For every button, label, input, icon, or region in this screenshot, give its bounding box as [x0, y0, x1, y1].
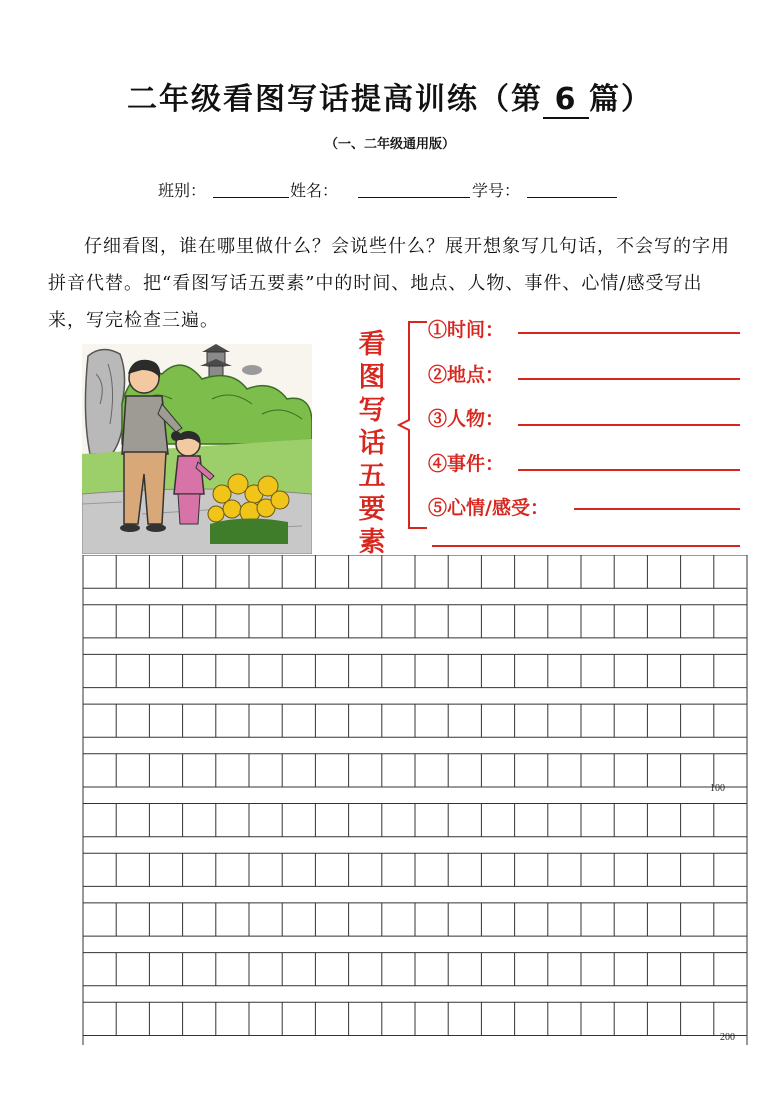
class-label: 班别： [158, 181, 207, 200]
element-event-line[interactable] [518, 469, 740, 471]
writing-grid[interactable] [82, 555, 752, 1049]
class-field[interactable] [213, 180, 289, 198]
five-elements-title: 看 图 写 话 五 要 素 [358, 329, 386, 558]
element-place-line[interactable] [518, 378, 740, 380]
title-suffix: 篇） [589, 82, 653, 117]
title-prefix: 二年级看图写话提高训练（第 [127, 82, 543, 117]
name-field[interactable] [358, 180, 470, 198]
id-label: 学号： [472, 181, 521, 200]
marker-100: 100 [710, 783, 725, 794]
element-feeling-label: ⑤心情/感受： [428, 497, 549, 519]
id-field[interactable] [527, 180, 617, 198]
element-event-label: ④事件： [428, 453, 505, 475]
page-title [0, 74, 780, 119]
element-time-line[interactable] [518, 332, 740, 334]
mother-and-girl-illustration [82, 344, 312, 554]
title-number[interactable]: 6 [543, 82, 589, 119]
element-place-label: ②地点： [428, 364, 505, 386]
writing-grid-svg[interactable] [82, 555, 752, 1045]
instruction-text: 仔细看图，谁在哪里做什么？会说些什么？展开想象写几句话，不会写的字用拼音代替。把“看图写话五要素”中的时间、地点、人物、事件、心情/感受写出来，写完检查三遍。 [48, 236, 730, 331]
name-label: 姓名： [290, 181, 339, 200]
marker-200: 200 [720, 1032, 735, 1043]
element-people-label: ③人物： [428, 408, 505, 430]
element-people-line[interactable] [518, 424, 740, 426]
illustration [82, 344, 312, 554]
element-feeling-line-2[interactable] [432, 545, 740, 547]
elements-brace [397, 320, 431, 534]
element-feeling-line[interactable] [574, 508, 740, 510]
page-subtitle: （一、二年级通用版） [324, 137, 455, 152]
element-time-label: ①时间： [428, 319, 505, 341]
